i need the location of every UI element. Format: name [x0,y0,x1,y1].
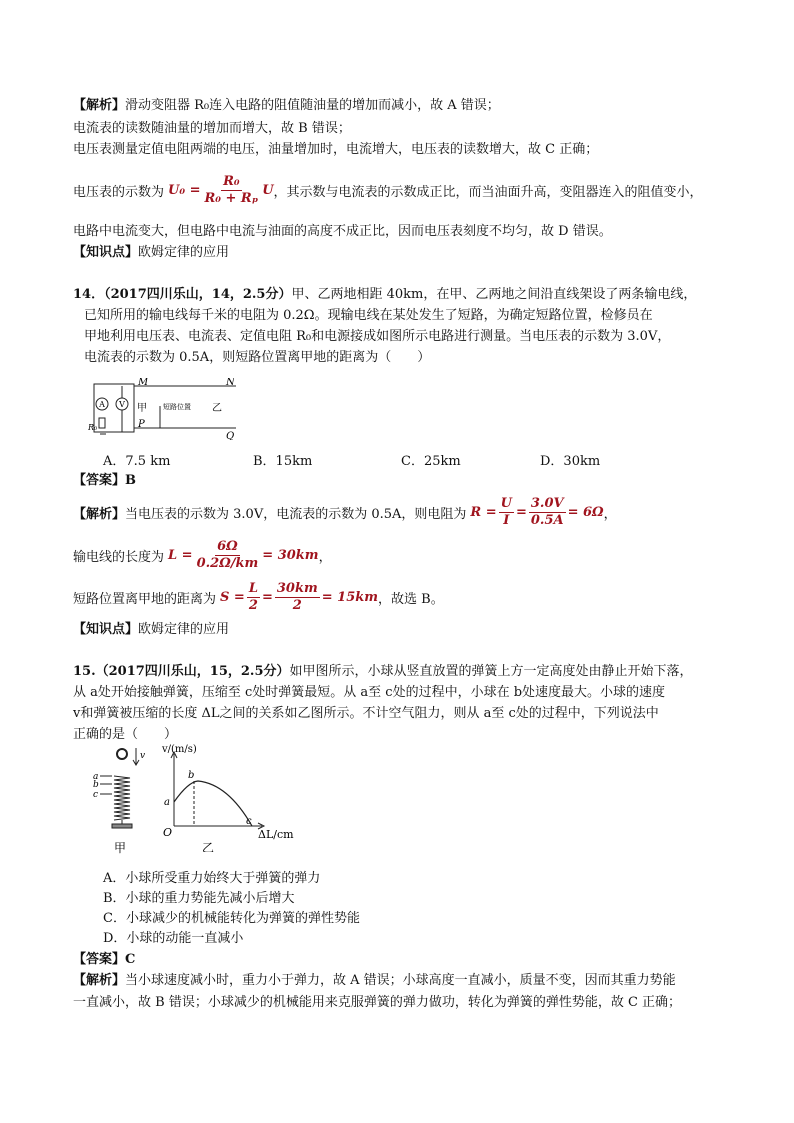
curve-label-c: c [246,816,252,827]
solution-text: 输电线的长度为 [73,549,165,565]
fraction-denominator: I [503,512,510,528]
formula-lhs: L = [168,547,193,563]
solution-conclusion: ，故选 B。 [378,591,444,607]
knowledge-text: 欧姆定律的应用 [138,245,230,260]
fraction-values [275,581,320,614]
q15-spring-figure [92,746,150,858]
q14-option-d[interactable]: D．30km [540,454,601,469]
fraction-numerator: 30km [276,580,318,596]
q14-knowledge-line [73,621,229,639]
formula-result: = 15km [321,589,379,605]
formula-lhs: R = [470,504,497,520]
q13-analysis-line-3: 电压表测量定值电阻两端的电压，油量增加时，电流增大，电压表的读数增大，故 C 正确； [73,142,599,157]
q14-solution-line-1 [73,491,617,533]
origin-label: O [163,826,173,839]
q15-solution-line-1 [73,972,676,990]
label-jia: 甲 [114,841,127,855]
answer-value: B [125,473,137,488]
answer-tag: 【答案】 [73,473,126,488]
equals-sign: = [515,504,527,520]
fraction-numerator: R₀ [223,173,240,189]
fraction-l-over-2 [247,581,260,614]
q14-stem-line-4: 电流表的示数为 0.5A，则短路位置离甲地的距离为（ ） [84,350,431,365]
fraction-numerator: 3.0V [530,495,564,511]
formula-result: = 6Ω [567,504,604,520]
velocity-curve [174,781,252,826]
fraction-values [529,496,566,529]
punctuation: ， [603,506,617,522]
q13-knowledge-line [73,244,229,262]
resistor-r0 [99,418,105,428]
q13-analysis-line-5: 电路中电流变大，但电路中电流与油面的高度不成正比，因而电压表刻度不均匀，故 D 错误。 [73,224,612,239]
q14-stem-line-1 [73,286,696,304]
q15-option-b[interactable]: B．小球的重力势能先减小后增大 [103,891,295,906]
fraction-numerator: 6Ω [217,538,238,554]
formula-lhs: S = [220,589,245,605]
fraction-numerator: U [500,495,512,511]
q15-solution-line-2: 一直减小，故 B 错误；小球减少的机械能用来克服弹簧的弹力做功，转化为弹簧的弹性势能，故 C 正确； [73,995,682,1010]
q14-stem-line-2: 已知所用的输电线每千米的电阻为 0.2Ω。现输电线在某处发生了短路，为确定短路位置，检修员在 [84,308,653,323]
fraction-denominator: 0.2Ω/km [196,555,259,571]
label-yi: 乙 [202,841,215,852]
spring-base [112,824,132,828]
label-r0: R₀ [88,423,98,432]
q13-analysis-line-1 [73,97,500,115]
q15-option-d[interactable]: D．小球的动能一直减小 [103,931,244,946]
q13-formula-line [73,168,703,212]
analysis-text: 滑动变阻器 R₀连入电路的阻值随油量的增加而减小，故 A 错误； [125,98,500,113]
label-n: N [226,378,235,388]
spring-coils [114,776,130,820]
q14-option-b[interactable]: B．15km [253,454,313,469]
fraction-denominator: 2 [292,597,302,613]
knowledge-tag: 【知识点】 [73,245,139,260]
answer-tag: 【答案】 [73,952,126,967]
label-short: 短路位置 [163,403,191,411]
q15-answer-line [73,951,135,969]
x-axis-label: ΔL/cm [258,828,294,841]
q15-header: 15.（2017四川乐山，15，2.5分） [73,664,290,679]
q14-option-c[interactable]: C．25km [401,454,461,469]
q14-solution-line-2 [73,534,332,576]
formula-fraction [202,174,260,207]
formula-suffix: ，其示数与电流表的示数成正比，而当油面升高，变阻器连入的阻值变小， [273,184,703,200]
q14-header: 14．（2017四川乐山，14，2.5分） [73,287,292,302]
y-axis-label: v/(m/s) [162,744,197,755]
q14-stem-line-3: 甲地利用电压表、电流表、定值电阻 R₀和电源接成如图所示电路进行测量。当电压表的示数为 3.0V， [84,329,671,344]
formula-prefix: 电压表的示数为 [73,184,165,200]
q14-stem-text: 甲、乙两地相距 40km，在甲、乙两地之间沿直线架设了两条输电线， [291,287,697,302]
knowledge-tag: 【知识点】 [73,622,139,637]
q15-stem-line-1 [73,663,693,681]
fraction-u-over-i [499,496,514,529]
ammeter-label: A [99,400,105,409]
solution-text: 当电压表的示数为 3.0V，电流表的示数为 0.5A，则电阻为 [125,506,467,522]
label-c: c [93,790,99,800]
label-v: v [140,751,146,761]
knowledge-text: 欧姆定律的应用 [138,622,230,637]
fraction-denominator: 0.5A [530,512,564,528]
q14-option-a[interactable]: A．7.5 km [103,454,171,469]
q15-option-a[interactable]: A．小球所受重力始终大于弹簧的弹力 [103,871,321,886]
answer-value: C [125,952,136,967]
fraction-denominator: R₀ + Rₚ [204,190,259,206]
formula-lhs: U₀ = [168,182,201,198]
label-yi: 乙 [212,403,222,414]
q15-stem-line-2: 从 a处开始接触弹簧，压缩至 c处时弹簧最短。从 a至 c处的过程中，小球在 b处速度最大。小球的速度 [73,685,666,700]
q15-velocity-graph [158,740,318,852]
label-p: P [138,419,145,430]
label-jia: 甲 [137,403,147,414]
ball [117,749,127,759]
fraction-denominator: 2 [248,597,258,613]
label-m: M [138,378,149,388]
fraction-numerator: L [248,580,258,596]
formula-result: = 30km [262,547,319,563]
q14-answer-line [73,472,136,490]
voltmeter-label: V [119,400,125,409]
analysis-tag: 【解析】 [73,973,126,988]
equals-sign: = [261,589,273,605]
solution-text: 当小球速度减小时，重力小于弹力，故 A 错误；小球高度一直减小，质量不变，因而其重力势能 [125,973,676,988]
q15-option-c[interactable]: C．小球减少的机械能转化为弹簧的弹性势能 [103,911,360,926]
label-a: a [93,772,99,782]
label-b: b [93,780,99,790]
q14-circuit-diagram [88,378,238,440]
formula-tail: U [262,182,274,198]
analysis-tag: 【解析】 [73,506,126,522]
q15-stem-line-4: 正确的是（ ） [73,727,178,742]
q14-solution-line-3 [73,576,444,618]
analysis-tag: 【解析】 [73,98,126,113]
punctuation: ， [318,549,332,565]
curve-label-b: b [188,770,195,781]
q15-stem-line-3: v和弹簧被压缩的长度 ΔL之间的关系如乙图所示。不计空气阻力，则从 a至 c处的过程中，下列说法中 [73,706,659,721]
fraction-length [195,539,261,572]
label-q: Q [226,431,235,440]
q15-stem-text: 如甲图所示，小球从竖直放置的弹簧上方一定高度处由静止开始下落， [289,664,693,679]
solution-text: 短路位置离甲地的距离为 [73,591,217,607]
curve-label-a: a [164,797,170,808]
q13-analysis-line-2: 电流表的读数随油量的增加而增大，故 B 错误； [73,121,351,136]
